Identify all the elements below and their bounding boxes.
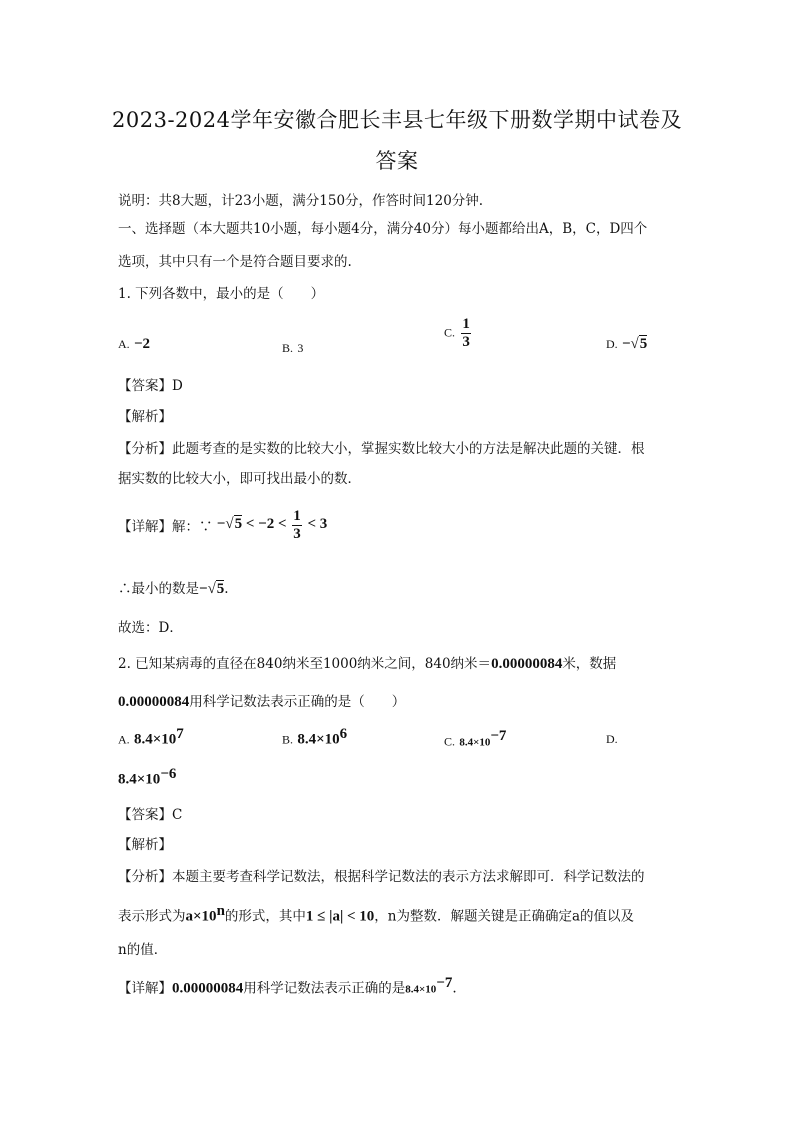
q2-form-line2: n的值． xyxy=(118,942,168,958)
q2-option-c-exp: −7 xyxy=(490,728,507,744)
q2-form-condition: 1 ≤ |a| < 10 xyxy=(305,908,375,925)
q1-option-d-radicand: 5 xyxy=(639,336,648,352)
q2-stem-part1: 2. 已知某病毒的直径在840纳米至1000纳米之间，840纳米＝ xyxy=(118,656,492,672)
q1-analysis-line2: 据实数的比较大小，即可找出最小的数． xyxy=(118,471,361,487)
q1-detail-denominator: 3 xyxy=(293,525,301,542)
page-title-line1: 2023-2024学年安徽合肥长丰县七年级下册数学期中试卷及 xyxy=(112,108,682,132)
q1-detail-tail: < 3 xyxy=(307,516,328,533)
q1-detail-sqrt: √5 xyxy=(225,516,243,533)
q2-stem-part2: 米，数据 xyxy=(562,656,617,672)
q2-answer: 【答案】C xyxy=(118,807,183,823)
q2-option-d xyxy=(606,731,618,747)
q2-option-d-base: 8.4×10 xyxy=(118,771,161,788)
q2-detail-text: 用科学记数法表示正确的是 xyxy=(243,980,406,997)
q1-detail xyxy=(118,508,327,542)
q1-detail-numerator: 1 xyxy=(293,508,301,524)
q2-stem-line1 xyxy=(118,652,616,673)
q1-option-d-label: D. xyxy=(606,337,618,351)
q1-detail-compare: < −2 < xyxy=(245,516,287,533)
q1-analysis-line1: 【分析】此题考查的是实数的比较大小，掌握实数比较大小的方法是解决此题的关键．根 xyxy=(118,441,645,457)
q2-detail-end: . xyxy=(452,980,457,997)
q2-option-b xyxy=(282,726,347,749)
q2-form-exp: n xyxy=(216,903,225,919)
q2-option-c-label: C. xyxy=(444,734,456,749)
q2-detail-prefix: 【详解】 xyxy=(118,980,172,997)
q1-conclusion xyxy=(118,577,229,598)
q2-form-line xyxy=(118,903,634,926)
q1-option-d xyxy=(606,336,647,353)
q1-option-a-label: A. xyxy=(118,337,130,351)
q2-analysis-line1: 【分析】本题主要考查科学记数法，根据科学记数法的表示方法求解即可．科学记数法的 xyxy=(118,869,645,885)
q2-detail xyxy=(118,975,457,998)
q1-option-c-denominator: 3 xyxy=(462,333,470,350)
q1-detail-fraction xyxy=(292,508,302,542)
q2-analysis-heading: 【解析】 xyxy=(118,837,172,853)
section-heading-line2: 选项，其中只有一个是符合题目要求的. xyxy=(118,254,352,270)
q1-stem: 1. 下列各数中，最小的是（ ） xyxy=(118,286,325,302)
q1-choose: 故选：D． xyxy=(118,620,183,636)
q1-option-c-numerator: 1 xyxy=(462,316,470,332)
q2-stem2-text: 用科学记数法表示正确的是（ ） xyxy=(189,694,406,710)
q1-option-b-value: 3 xyxy=(297,341,304,355)
q1-answer: 【答案】D xyxy=(118,378,183,394)
q2-detail-base: 8.4×10 xyxy=(405,983,437,996)
q1-option-b-label: B. xyxy=(282,341,294,355)
q1-analysis-heading: 【解析】 xyxy=(118,409,172,425)
q2-form-suffix: ，n为整数．解题关键是正确确定a的值以及 xyxy=(374,908,635,925)
q1-detail-expression xyxy=(216,508,328,542)
q1-option-c-fraction xyxy=(461,316,471,350)
q1-conclusion-suffix: . xyxy=(224,581,229,597)
q2-stem-number: 0.00000084 xyxy=(491,656,563,672)
q2-form-base: a×10 xyxy=(185,908,217,925)
page-title-line2: 答案 xyxy=(375,149,419,173)
q1-conclusion-sqrt: √5 xyxy=(207,581,225,597)
q2-stem2-number: 0.00000084 xyxy=(118,694,190,710)
q2-option-b-label: B. xyxy=(282,732,294,747)
q1-detail-minus: − xyxy=(216,516,226,533)
q2-option-d-value xyxy=(118,766,176,789)
q1-conclusion-sign: − xyxy=(199,581,208,597)
q2-option-d-label: D. xyxy=(606,732,618,746)
q1-option-a xyxy=(118,336,150,353)
q2-option-d-exp: −6 xyxy=(160,766,177,782)
q1-option-c xyxy=(444,316,473,350)
q2-option-c xyxy=(444,728,506,750)
q1-option-d-sign: − xyxy=(621,336,631,352)
q2-stem-line2 xyxy=(118,690,405,711)
q1-option-a-value: −2 xyxy=(133,336,151,352)
q1-option-d-sqrt: √5 xyxy=(630,336,648,352)
q2-option-c-base: 8.4×10 xyxy=(459,736,491,749)
q1-option-c-label: C. xyxy=(444,325,456,340)
instructions: 说明：共8大题，计23小题，满分150分，作答时间120分钟. xyxy=(118,193,484,209)
q2-form-prefix: 表示形式为 xyxy=(118,908,186,925)
section-heading-line1: 一、选择题（本大题共10小题，每小题4分，满分40分）每小题都给出A，B，C，D四个 xyxy=(118,221,648,237)
q1-detail-prefix: 【详解】解：∵ xyxy=(118,519,213,535)
q2-form-mid: 的形式，其中 xyxy=(224,908,306,925)
q1-conclusion-radicand: 5 xyxy=(216,581,225,597)
q2-detail-exp: −7 xyxy=(436,975,453,991)
q2-option-a-exp: 7 xyxy=(176,726,184,742)
q1-detail-radicand: 5 xyxy=(234,516,243,533)
q2-option-a-base: 8.4×10 xyxy=(133,731,177,748)
q1-option-b xyxy=(282,340,303,356)
q1-conclusion-prefix: ∴最小的数是 xyxy=(118,581,199,597)
q2-option-b-base: 8.4×10 xyxy=(297,731,340,748)
q2-option-a xyxy=(118,726,184,749)
q2-option-b-exp: 6 xyxy=(339,726,348,742)
q2-detail-number: 0.00000084 xyxy=(172,980,244,997)
q2-option-a-label: A. xyxy=(118,732,130,747)
